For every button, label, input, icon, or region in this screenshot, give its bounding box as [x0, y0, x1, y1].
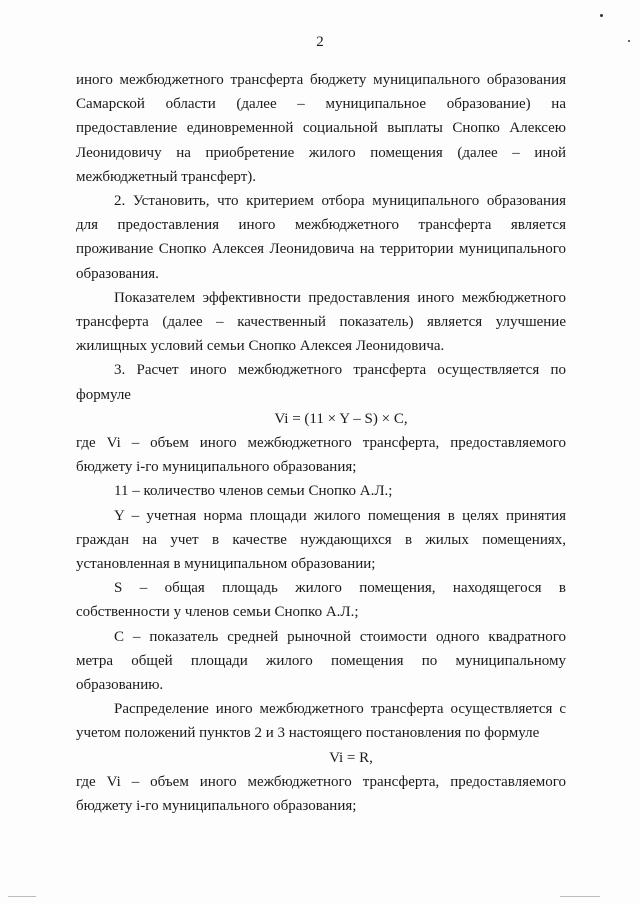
document-body	[76, 68, 566, 818]
scan-edge-mark	[8, 896, 36, 897]
paragraph: где Vi – объем иного межбюджетного трансферта, предоставляемого бюджету i-го муниципального образования;	[76, 773, 566, 815]
paragraph: 2. Установить, что критерием отбора муниципального образования для предоставления иного межбюджетного трансферта является проживание Снопко Алексея Леонидовича на территории муниципального образования.	[76, 193, 566, 282]
paragraph: 3. Расчет иного межбюджетного трансферта осуществляется по формуле	[76, 362, 566, 403]
paragraph: Показателем эффективности предоставления иного межбюджетного трансферта (далее – качественный показатель) является улучшение жилищных условий семьи Снопко Алексея Леонидовича.	[76, 289, 566, 355]
formula: Vi = (11 × Y – S) × C,	[274, 410, 408, 427]
paragraph: 11 – количество членов семьи Снопко А.Л.;	[114, 483, 393, 500]
page-number: 2	[316, 34, 324, 50]
scan-edge-mark	[560, 896, 600, 897]
paragraph: иного межбюджетного трансферта бюджету муниципального образования Самарской области (далее – муниципальное образование) на предоставление единовременной социальной выплаты Снопко Алексею Леонидовичу на приобретение жилого помещения (далее – иной межбюджетный трансферт).	[76, 72, 566, 185]
paragraph: S – общая площадь жилого помещения, находящегося в собственности у членов семьи Снопко А.Л.;	[76, 580, 566, 621]
scan-speck	[628, 40, 630, 42]
paragraph: C – показатель средней рыночной стоимости одного квадратного метра общей площади жилого помещения по муниципальному образованию.	[76, 628, 566, 694]
scan-speck	[600, 14, 603, 17]
paragraph: где Vi – объем иного межбюджетного трансферта, предоставляемого бюджету i-го муниципального образования;	[76, 435, 566, 476]
paragraph: Распределение иного межбюджетного трансферта осуществляется с учетом положений пунктов 2 и 3 настоящего постановления по формуле	[76, 701, 566, 742]
paragraph: Y – учетная норма площади жилого помещения в целях принятия граждан на учет в качестве нуждающихся в жилых помещениях, установленная в муниципальном образовании;	[76, 507, 566, 573]
formula: Vi = R,	[329, 749, 373, 766]
